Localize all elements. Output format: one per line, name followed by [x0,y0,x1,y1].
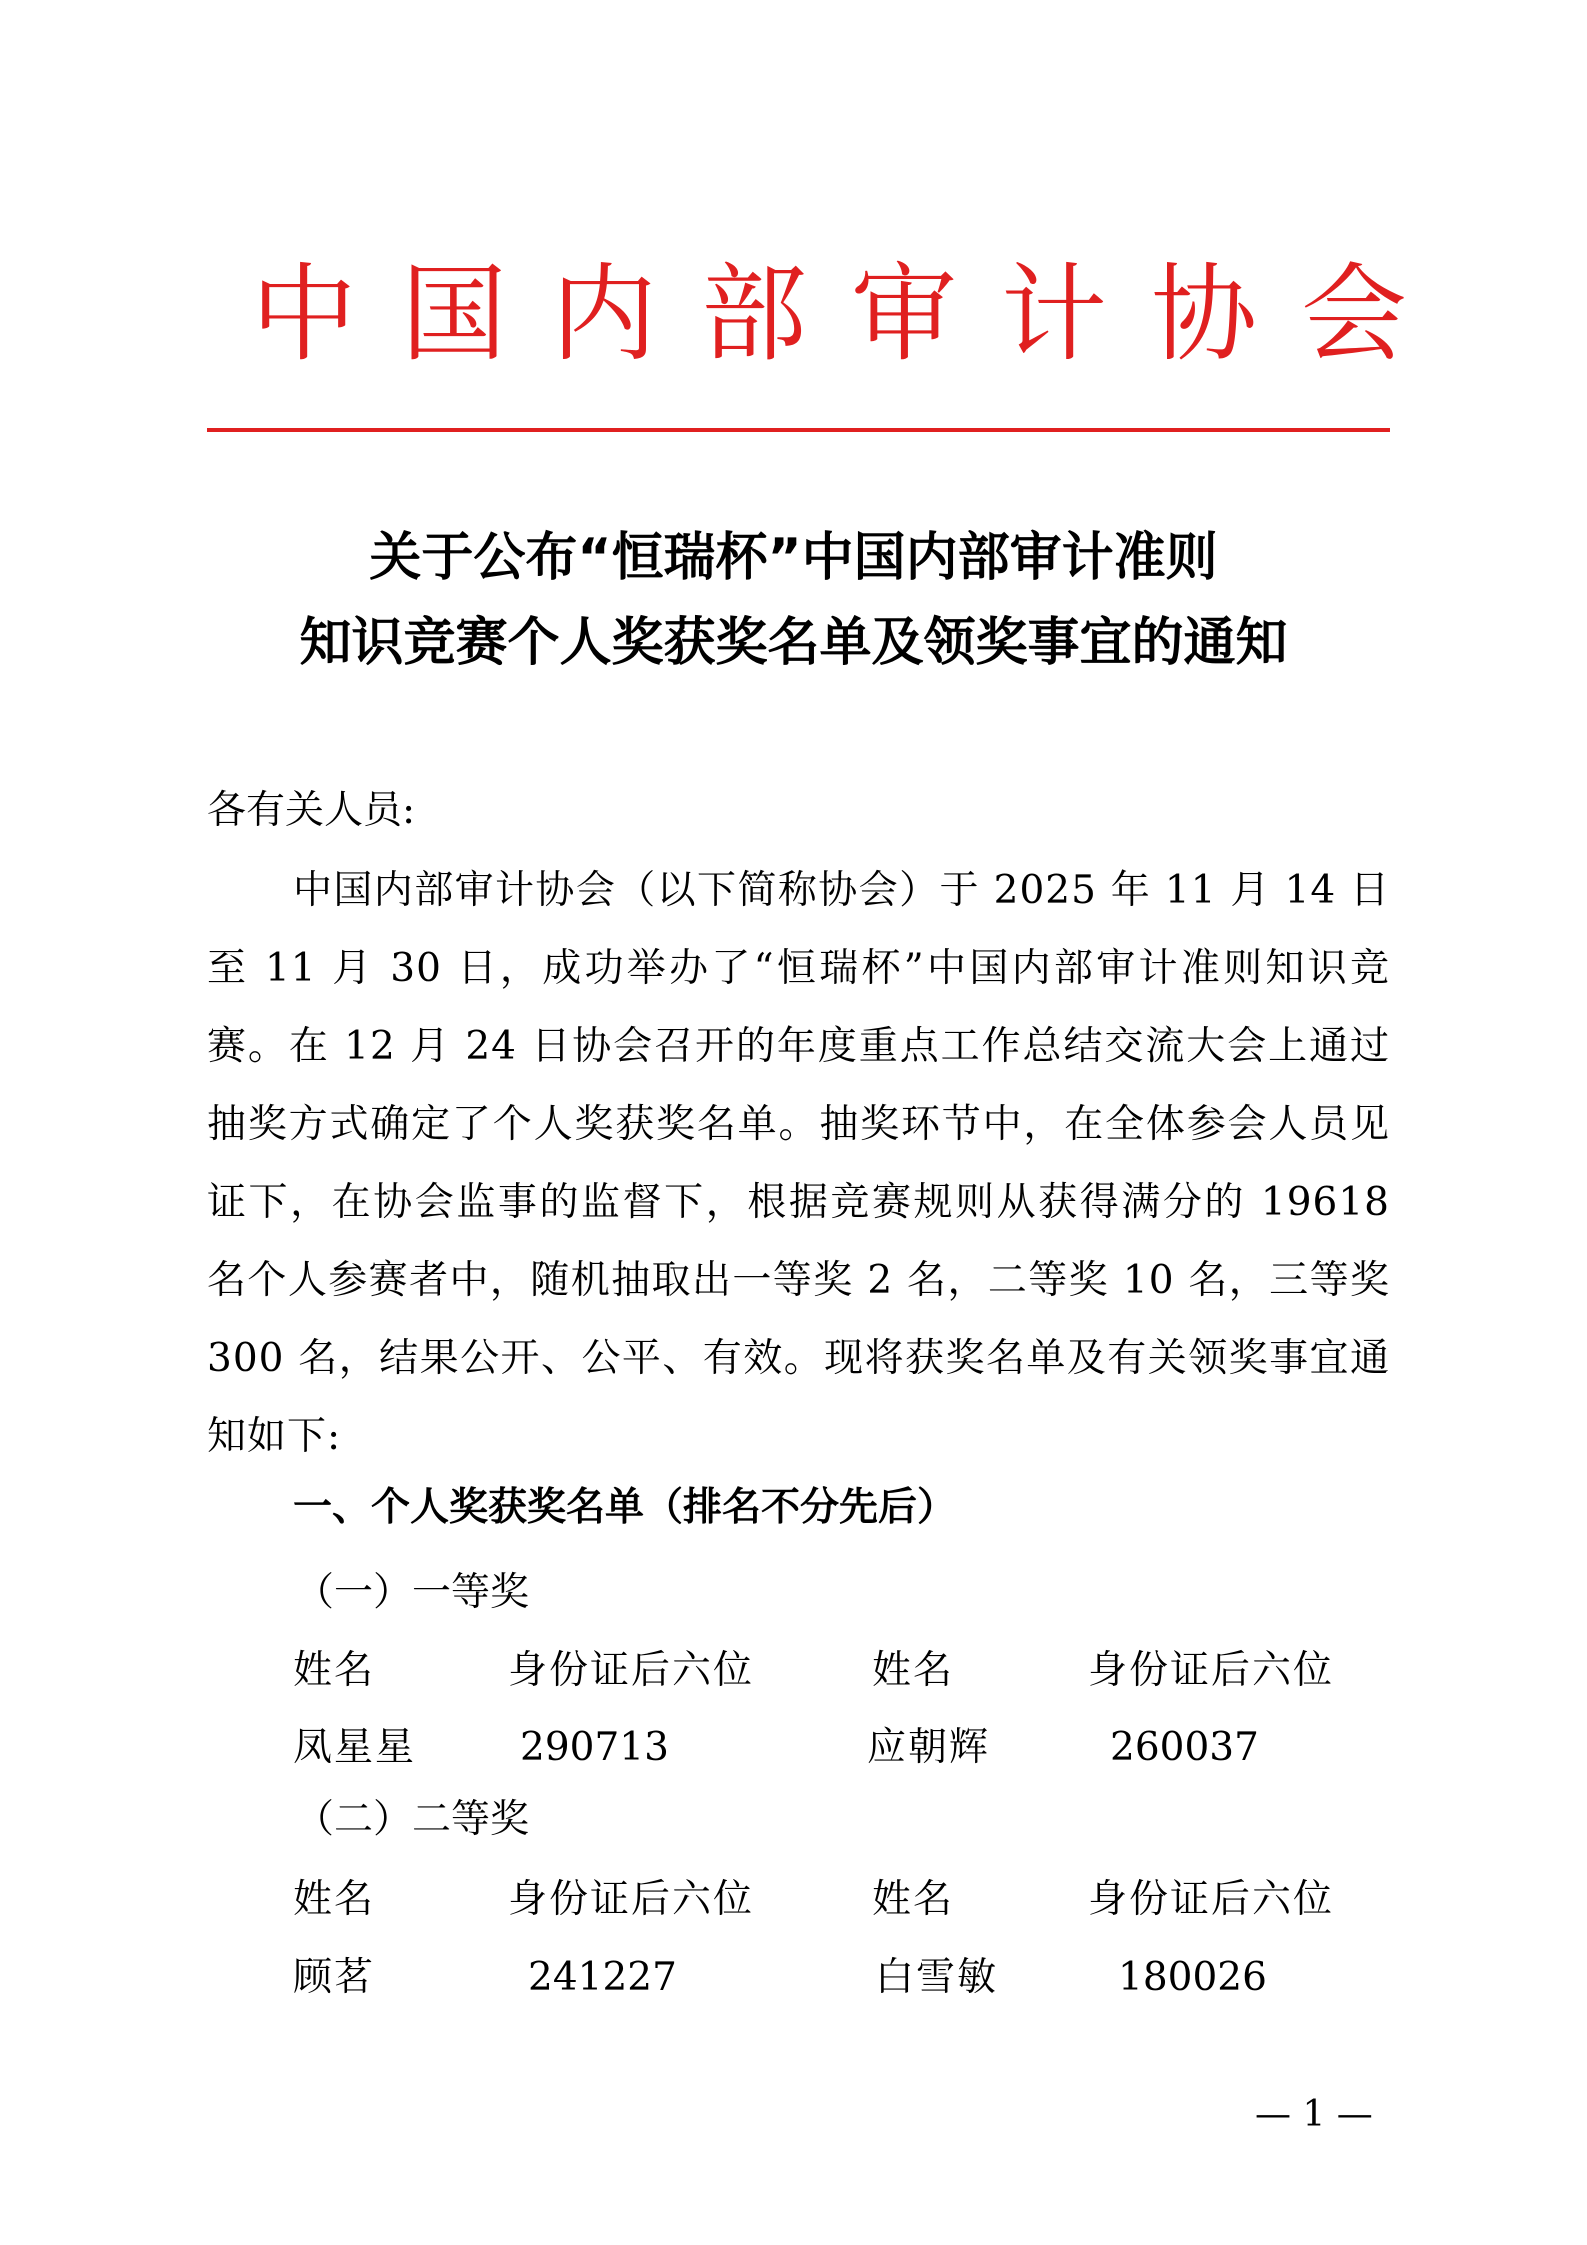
first-prize-heading: （一）一等奖 [295,1570,530,1615]
first-prize-winner-2-name: 应朝辉 [867,1725,991,1770]
second-prize-winner-2-id: 180026 [1118,1955,1267,2000]
body-paragraph: 中国内部审计协会（以下简称协会）于 2025 年 11 月 14 日至 11 月 30 日，成功举办了“恒瑞杯”中国内部审计准则知识竞赛。在 12 月 24 日协会召开的年度重点工作总结交流大会上通过抽奖方式确定了个人奖获奖名单。抽奖环节中，在全体参会人员见证下，在协会监事的监督下，根据竞赛规则从获得满分的 19618 名个人参赛者中，随机抽取出一等奖 2 名，二等奖 10 名，三等奖 300 名，结果公开、公平、有效。现将获奖名单及有关领奖事宜通知如下: [207,868,1390,1459]
second-prize-col-name-right: 姓名 [872,1877,955,1922]
second-prize-col-id-left: 身份证后六位 [508,1877,755,1922]
notice-title-line-2: 知识竞赛个人奖获奖名单及领奖事宜的通知 [299,613,1288,673]
first-prize-col-id-left: 身份证后六位 [508,1648,755,1693]
second-prize-winner-1-id: 241227 [528,1955,677,2000]
masthead-red-rule [207,428,1390,432]
first-prize-winner-1-name: 凤星星 [293,1725,417,1770]
first-prize-col-name-left: 姓名 [293,1648,376,1693]
second-prize-winner-2-name: 白雪敏 [875,1955,999,2000]
first-prize-col-id-right: 身份证后六位 [1088,1648,1335,1693]
notice-title-line-1: 关于公布“恒瑞杯”中国内部审计准则 [369,528,1218,588]
salutation: 各有关人员: [207,788,416,833]
masthead-title: 中国内部审计协会 [251,253,1451,376]
first-prize-winner-1-id: 290713 [520,1725,669,1770]
page-number: — 1 — [1255,2094,1373,2135]
second-prize-heading: （二）二等奖 [295,1797,530,1842]
second-prize-col-id-right: 身份证后六位 [1088,1877,1335,1922]
first-prize-winner-2-id: 260037 [1110,1725,1259,1770]
second-prize-winner-1-name: 顾茗 [293,1955,376,2000]
section-heading-winners: 一、个人奖获奖名单（排名不分先后） [293,1485,957,1530]
second-prize-col-name-left: 姓名 [293,1877,376,1922]
first-prize-col-name-right: 姓名 [872,1648,955,1693]
